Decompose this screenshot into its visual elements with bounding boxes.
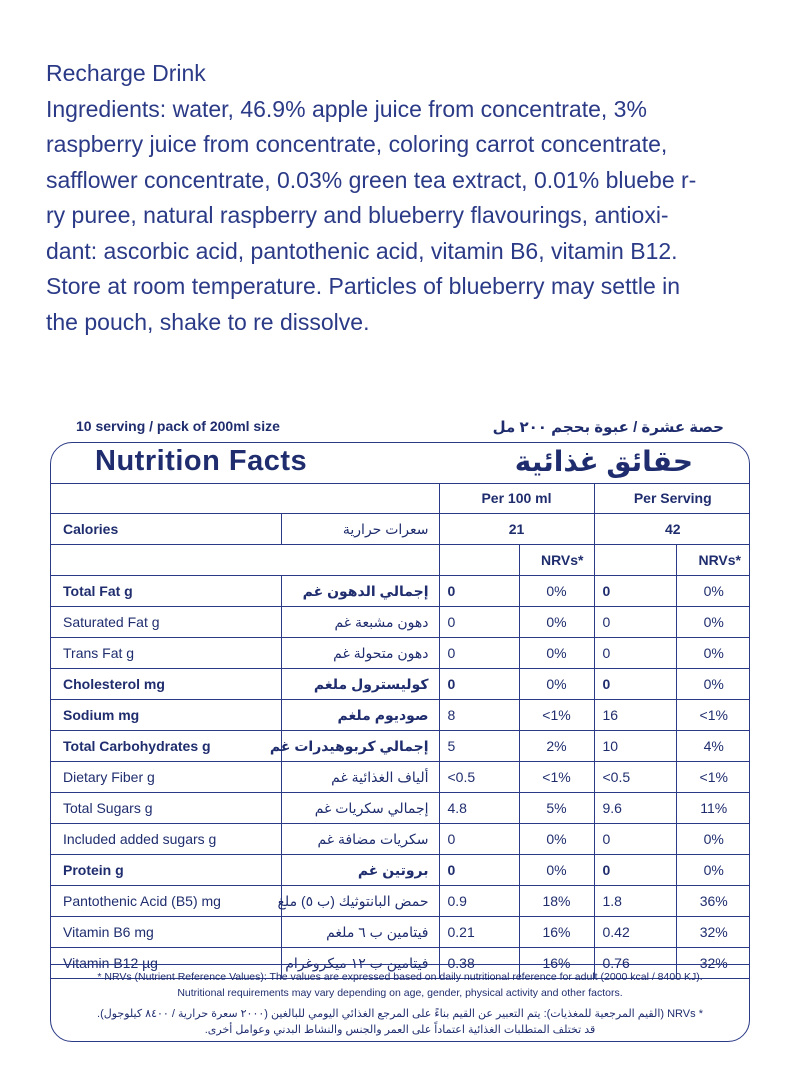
nrv-per-100ml: <1%	[519, 700, 594, 731]
amount-per-serving: 0	[594, 638, 676, 669]
nutrient-name-en: Included added sugars g	[51, 824, 281, 855]
nutrient-name-en: Vitamin B6 mg	[51, 917, 281, 948]
ingredients-text	[46, 56, 746, 340]
nutrient-name-en: Dietary Fiber g	[51, 762, 281, 793]
nutrient-row	[51, 700, 750, 731]
nrv-per-serving: 0%	[676, 607, 750, 638]
amount-per-100ml: 4.8	[439, 793, 519, 824]
nrv-per-100ml: 16%	[519, 917, 594, 948]
ingredients-line: raspberry juice from concentrate, coloring carrot concentrate,	[46, 131, 668, 157]
nrv-per-serving: 32%	[676, 917, 750, 948]
nrv-per-serving: 0%	[676, 824, 750, 855]
nrv-per-100ml: 0%	[519, 669, 594, 700]
amount-per-100ml: 0	[439, 824, 519, 855]
nrv-header-per-100ml: NRVs*	[519, 545, 594, 576]
nrv-per-serving: 0%	[676, 855, 750, 886]
amount-per-serving: 0.76	[594, 948, 676, 979]
amount-per-100ml: 0	[439, 669, 519, 700]
nutrition-title-en: Nutrition Facts	[95, 445, 308, 477]
nutrient-name-en: Trans Fat g	[51, 638, 281, 669]
nutrient-row	[51, 855, 750, 886]
nrv-per-100ml: 5%	[519, 793, 594, 824]
amount-per-serving: 0.42	[594, 917, 676, 948]
footnote-ar-line: * NRVs (القيم المرجعية للمغذيات): يتم التعبير عن القيم بناءً على المرجع الغذائي اليومي للبالغين (٢٠٠٠ سعرة حرارية / ٨٤٠٠ كيلوجول).	[97, 1008, 703, 1020]
amount-per-100ml: 0.9	[439, 886, 519, 917]
nrv-per-serving: <1%	[676, 762, 750, 793]
nrv-per-100ml: 0%	[519, 824, 594, 855]
nrv-header-row	[51, 545, 750, 576]
calories-per-serving: 42	[594, 514, 750, 545]
amount-per-serving: 10	[594, 731, 676, 762]
ingredients-line: safflower concentrate, 0.03% green tea extract, 0.01% bluebe r-	[46, 166, 697, 193]
table-header-row	[51, 483, 750, 514]
nutrient-row	[51, 607, 750, 638]
amount-per-serving: 0	[594, 576, 676, 607]
storage-line: the pouch, shake to re dissolve.	[46, 308, 370, 335]
amount-per-serving: 9.6	[594, 793, 676, 824]
nutrient-name-ar: إجمالي الدهون غم	[281, 576, 439, 607]
nutrient-row	[51, 762, 750, 793]
calories-row	[51, 514, 750, 545]
nrv-per-100ml: 0%	[519, 576, 594, 607]
nutrient-name-en: Vitamin B12 µg	[51, 948, 281, 979]
serving-info-en: 10 serving / pack of 200ml size	[76, 418, 280, 434]
nutrient-name-en: Protein g	[51, 855, 281, 886]
serving-info	[76, 418, 724, 438]
amount-per-100ml: 5	[439, 731, 519, 762]
amount-per-100ml: <0.5	[439, 762, 519, 793]
amount-per-serving: 16	[594, 700, 676, 731]
nutrient-name-ar: بروتين غم	[281, 855, 439, 886]
footnote-ar-line: قد تختلف المتطلبات الغذائية اعتماداً على العمر والجنس والنشاط البدني وعوامل أخرى.	[204, 1024, 596, 1036]
nutrient-name-en: Saturated Fat g	[51, 607, 281, 638]
nrv-per-100ml: 16%	[519, 948, 594, 979]
nutrient-name-en: Total Carbohydrates g	[51, 731, 281, 762]
calories-label-ar: سعرات حرارية	[281, 514, 439, 545]
calories-per-100ml: 21	[439, 514, 594, 545]
nutrient-name-ar: سكريات مضافة غم	[281, 824, 439, 855]
nutrient-name-ar: دهون مشبعة غم	[281, 607, 439, 638]
amount-per-100ml: 0.21	[439, 917, 519, 948]
nutrient-name-en: Pantothenic Acid (B5) mg	[51, 886, 281, 917]
nutrient-row	[51, 576, 750, 607]
nutrient-name-ar: فيتامين ب ١٢ ميكروغرام	[281, 948, 439, 979]
amount-per-serving: 0	[594, 855, 676, 886]
nutrient-row	[51, 793, 750, 824]
product-name: Recharge Drink	[46, 60, 206, 86]
nrv-per-serving: 4%	[676, 731, 750, 762]
amount-per-100ml: 0	[439, 607, 519, 638]
nutrient-row	[51, 638, 750, 669]
footnote-en-line: Nutritional requirements may vary depending on age, gender, physical activity and other factors.	[177, 987, 623, 999]
nrv-per-100ml: 2%	[519, 731, 594, 762]
nrv-per-100ml: 18%	[519, 886, 594, 917]
nutrition-title-ar: حقائق غذائية	[514, 446, 693, 477]
nutrient-name-ar: كوليسترول ملغم	[281, 669, 439, 700]
nutrient-name-ar: حمض البانتوثيك (ب ٥) ملغ	[281, 886, 439, 917]
amount-per-serving: 0	[594, 824, 676, 855]
nrv-per-serving: 0%	[676, 576, 750, 607]
amount-per-100ml: 0	[439, 638, 519, 669]
nutrient-name-en: Total Fat g	[51, 576, 281, 607]
ingredients-line: Ingredients: water, 46.9% apple juice from concentrate, 3%	[46, 95, 647, 122]
amount-per-serving: 0	[594, 669, 676, 700]
storage-line: Store at room temperature. Particles of blueberry may settle in	[46, 273, 681, 299]
per-100ml-header: Per 100 ml	[439, 483, 594, 514]
nutrient-name-ar: إجمالي كربوهيدرات غم	[281, 731, 439, 762]
footnote-en-line: * NRVs (Nutrient Reference Values): The values are expressed based on daily nutritional reference for adult (2000 kcal / 8400 KJ).	[97, 971, 703, 983]
nutrient-name-ar: ألياف الغذائية غم	[281, 762, 439, 793]
amount-per-100ml: 0	[439, 855, 519, 886]
amount-per-100ml: 0.38	[439, 948, 519, 979]
ingredients-line: ry puree, natural raspberry and blueberry flavourings, antioxi-	[46, 202, 669, 228]
nutrition-facts-panel	[50, 442, 750, 1042]
calories-label-en: Calories	[51, 514, 281, 545]
per-serving-header: Per Serving	[594, 483, 750, 514]
nutrient-row	[51, 886, 750, 917]
nrv-footnote	[51, 964, 749, 1042]
nutrient-name-ar: دهون متحولة غم	[281, 638, 439, 669]
nutrient-name-ar: صوديوم ملغم	[281, 700, 439, 731]
amount-per-serving: <0.5	[594, 762, 676, 793]
nutrient-name-ar: فيتامين ب ٦ ملغم	[281, 917, 439, 948]
nutrient-row	[51, 669, 750, 700]
nrv-per-100ml: 0%	[519, 607, 594, 638]
nutrition-title-row	[51, 443, 749, 484]
nutrient-name-ar: إجمالي سكريات غم	[281, 793, 439, 824]
nrv-per-serving: <1%	[676, 700, 750, 731]
nrv-per-100ml: 0%	[519, 855, 594, 886]
nrv-per-serving: 36%	[676, 886, 750, 917]
amount-per-serving: 1.8	[594, 886, 676, 917]
amount-per-serving: 0	[594, 607, 676, 638]
nutrient-name-en: Sodium mg	[51, 700, 281, 731]
nrv-header-per-serving: NRVs*	[676, 545, 750, 576]
serving-info-ar: حصة عشرة / عبوة بحجم ٢٠٠ مل	[492, 419, 724, 436]
amount-per-100ml: 8	[439, 700, 519, 731]
nrv-per-serving: 11%	[676, 793, 750, 824]
nutrient-row	[51, 917, 750, 948]
nrv-per-serving: 0%	[676, 669, 750, 700]
nrv-per-100ml: <1%	[519, 762, 594, 793]
nrv-per-serving: 32%	[676, 948, 750, 979]
nutrient-row	[51, 731, 750, 762]
nrv-per-serving: 0%	[676, 638, 750, 669]
nutrient-row	[51, 824, 750, 855]
ingredients-line: dant: ascorbic acid, pantothenic acid, vitamin B6, vitamin B12.	[46, 237, 678, 264]
nutrient-name-en: Cholesterol mg	[51, 669, 281, 700]
nutrient-name-en: Total Sugars g	[51, 793, 281, 824]
amount-per-100ml: 0	[439, 576, 519, 607]
nutrition-table	[51, 483, 750, 979]
nrv-per-100ml: 0%	[519, 638, 594, 669]
